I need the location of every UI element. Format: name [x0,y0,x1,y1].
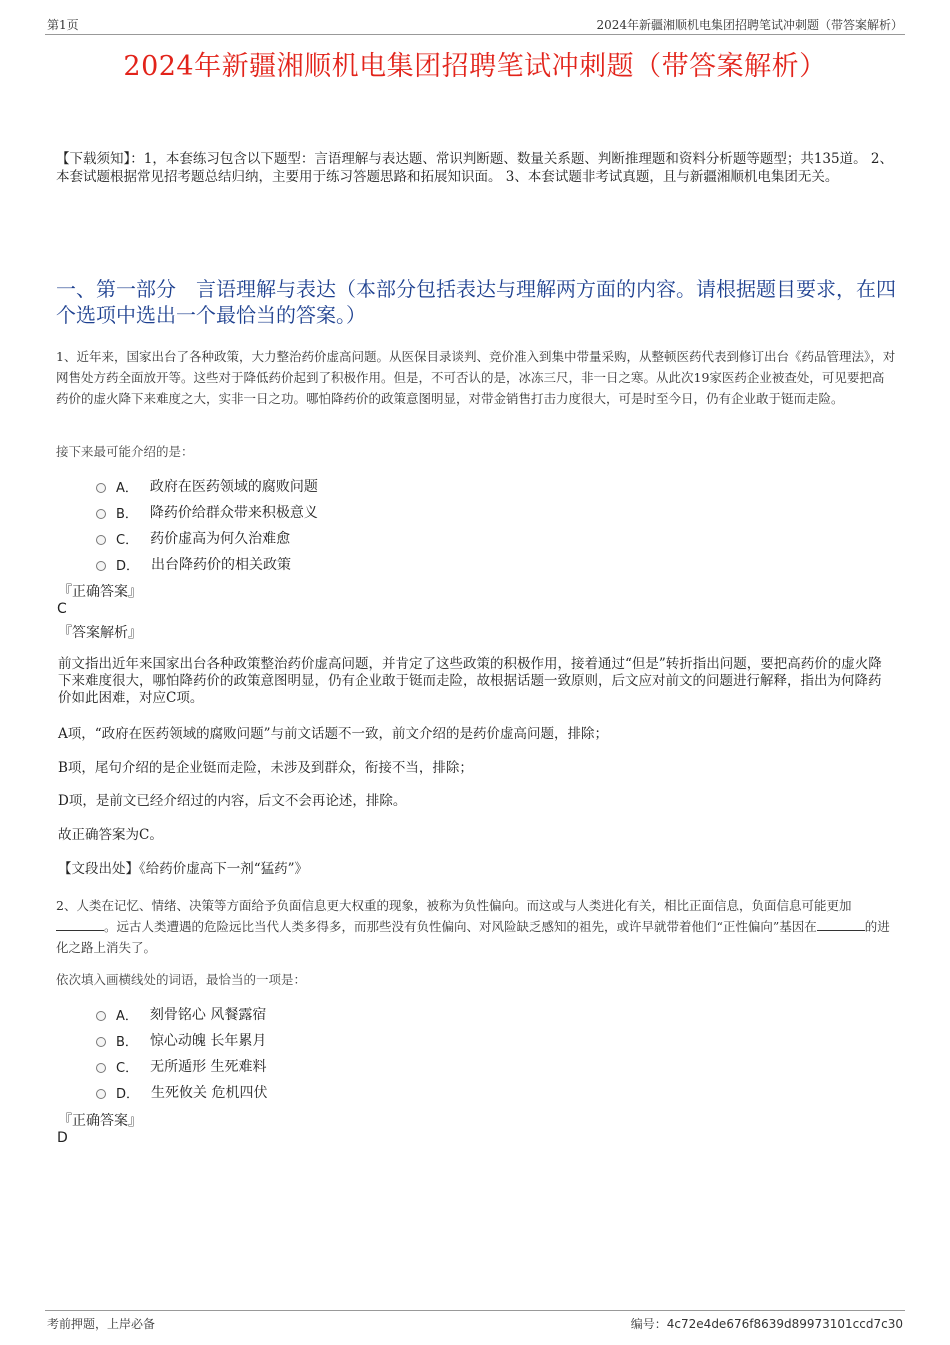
question-1-options [96,473,318,577]
option-a[interactable] [96,473,318,499]
option-text: 政府在医药领域的腐败问题 [149,479,318,495]
footer-slogan: 考前押题，上岸必备 [47,1317,156,1331]
option-text: 无所遁形 生死难料 [150,1059,267,1075]
question-2-part-1: 2、人类在记忆、情绪、决策等方面给予负面信息更大权重的现象，被称为负性偏向。而这或与人类进化有关，相比正面信息，负面信息可能更加 [56,898,852,913]
analysis-paragraph: D项，是前文已经介绍过的内容，后文不会再论述，排除。 [58,793,407,809]
question-2-part-2: 。远古人类遭遇的危险远比当代人类多得多，而那些没有负性偏向、对风险缺乏感知的祖先，或许早就带着他们“正性偏向”基因在 [104,919,817,934]
radio-icon[interactable] [96,1037,106,1047]
radio-icon[interactable] [96,1089,106,1099]
document-title: 2024年新疆湘顺机电集团招聘笔试冲刺题（带答案解析） [123,51,827,82]
section-title: 一、第一部分 言语理解与表达（本部分包括表达与理解两方面的内容。请根据题目要求，在四个选项中选出一个最恰当的答案。） [56,277,896,327]
radio-icon[interactable] [96,483,106,493]
option-letter: C． [116,532,139,548]
option-letter: D． [116,1086,140,1102]
page-number: 第1页 [47,18,79,32]
option-c[interactable] [96,525,318,551]
option-letter: A． [116,480,138,496]
analysis-paragraph: 故正确答案为C。 [58,827,163,843]
radio-icon[interactable] [96,509,106,519]
question-2-prompt: 依次填入画横线处的词语，最恰当的一项是： [56,972,307,987]
option-d[interactable] [96,1079,267,1105]
fill-blank [56,918,104,931]
question-2-part-3: 的进化之路上消失了。 [56,919,890,955]
option-letter: C． [116,1060,139,1076]
header-doc-title: 2024年新疆湘顺机电集团招聘笔试冲刺题（带答案解析） [596,18,903,32]
option-letter: B． [116,1034,138,1050]
option-text: 药价虚高为何久治难愈 [150,531,291,547]
radio-icon[interactable] [96,561,106,571]
analysis-paragraph: A项，“政府在医药领域的腐败问题”与前文话题不一致，前文介绍的是药价虚高问题，排除； [58,726,609,742]
radio-icon[interactable] [96,1011,106,1021]
analysis-label: 『答案解析』 [58,625,142,641]
option-text: 出台降药价的相关政策 [151,557,292,573]
analysis-paragraph: B项，尾句介绍的是企业铤而走险，未涉及到群众，衔接不当，排除； [58,760,473,776]
correct-answer: C [57,601,67,617]
analysis-paragraph: 前文指出近年来国家出台各种政策整治药价虚高问题，并肯定了这些政策的积极作用，接着通过“但是”转折指出问题，要把高药价的虚火降下来难度很大，哪怕降药价的政策意图明显，仍有企业敢于铤而走险，故根据话题一致原则，后文应对前文的问题进行解释，指出为何降药价如此困难，对应C项。 [58,656,882,706]
radio-icon[interactable] [96,535,106,545]
option-text: 惊心动魄 长年累月 [149,1033,267,1049]
question-1-prompt: 接下来最可能介绍的是： [56,444,194,459]
question-2-options [96,1001,267,1105]
option-letter: B． [116,506,138,522]
document-code: 编号：4c72e4de676f8639d89973101ccd7c30 [630,1317,903,1331]
source-reference: 【文段出处】《给药价虚高下一剂“猛药”》 [58,861,309,877]
download-notice: 【下载须知】：1，本套练习包含以下题型：言语理解与表达题、常识判断题、数量关系题、判断推理题和资料分析题等题型；共135道。 2、本套试题根据常见招考题总结归纳，主要用于练习答题思路和拓展知识面。 3、本套试题非考试真题，且与新疆湘顺机电集团无关。 [56,151,893,185]
option-text: 降药价给群众带来积极意义 [149,505,318,521]
question-2-text [56,895,896,958]
option-letter: A． [116,1008,138,1024]
correct-answer: D [57,1130,68,1146]
option-b[interactable] [96,1027,267,1053]
fill-blank [817,918,865,931]
option-text: 刻骨铭心 风餐露宿 [149,1007,267,1023]
page-header [45,14,905,35]
question-1-text: 1、近年来，国家出台了各种政策，大力整治药价虚高问题。从医保目录谈判、竞价准入到集中带量采购，从整顿医药代表到修订出台《药品管理法》，对网售处方药全面放开等。这些对于降低药价起到了积极作用。但是，不可否认的是，冰冻三尺，非一日之寒。从此次19家医药企业被查处，可见要把高药价的虚火降下来难度之大，实非一日之功。哪怕降药价的政策意图明显，对带金销售打击力度很大，可是时至今日，仍有企业敢于铤而走险。 [56,349,896,406]
radio-icon[interactable] [96,1063,106,1073]
option-c[interactable] [96,1053,267,1079]
option-letter: D． [116,558,140,574]
option-a[interactable] [96,1001,267,1027]
answer-label: 『正确答案』 [58,584,142,600]
option-d[interactable] [96,551,318,577]
option-text: 生死攸关 危机四伏 [151,1085,268,1101]
page-footer [45,1310,905,1335]
option-b[interactable] [96,499,318,525]
answer-label: 『正确答案』 [58,1113,142,1129]
